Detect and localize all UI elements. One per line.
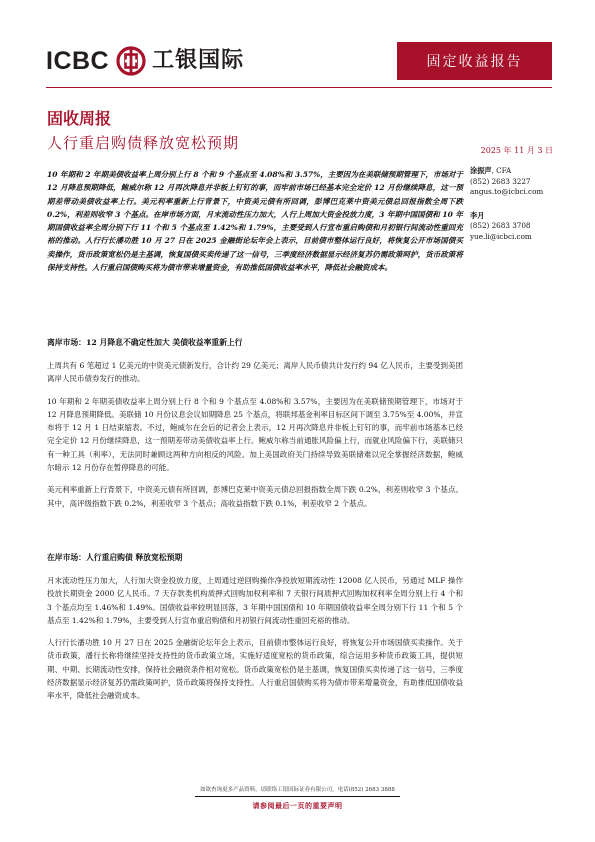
author-panel xyxy=(470,166,553,255)
author-credential: , CFA xyxy=(491,166,512,175)
logo-chinese-name: 工银国际 xyxy=(152,48,245,73)
paragraph: 人行行长潘功胜 10 月 27 日在 2025 金融街论坛年会上表示，目前债市整体运行良好，将恢复公开市场国债买卖操作。关于货币政策，潘行长称将继续坚持支持性的货币政策立场，实施好适度宽松的货币政策，综合运用多种货币政策工具，提供短期、中期、长期流动性安排，保持社会融资条件相对宽松。货币政策宽松仍是主基调，恢复国债买卖传递了这一信号，三季度经济数据显示经济复苏仍需政策呵护，货币政策将保持支持性。人行重启国债购买将为债市带来增量资金，有助推低国债收益率水平，降低社会融资成本。 xyxy=(47,638,463,701)
author-email[interactable]: angus.to@icbci.com xyxy=(470,187,544,196)
company-logo xyxy=(46,45,244,77)
author-name: 涂振声 xyxy=(470,166,492,175)
footer-divider xyxy=(195,796,400,797)
header-divider xyxy=(46,87,552,88)
section-heading: 在岸市场：人行重启购债 释放宽松预期 xyxy=(47,553,183,562)
report-title: 固收周报 xyxy=(47,109,112,128)
paragraph: 美元利率重新上行背景下，中资美元债有所回调，彭博巴克莱中资美元债总回报指数全周下跌 0.2%，利差则收窄 3 个基点。其中，高评级指数下跌 0.2%，利差收窄 3 个基点；高收益指数下跌 0.1%，利差收窄 2 个基点。 xyxy=(47,485,463,508)
onshore-market-section xyxy=(47,552,463,703)
logo-icbc-text: ICBC xyxy=(46,46,110,75)
contact-note: 如欲查询更多产品资料，请联络工银国际证券有限公司，电话(852) 2683 3888 xyxy=(200,787,395,793)
author-entry xyxy=(470,211,553,243)
author-phone: (852) 2683 3227 xyxy=(470,176,531,186)
author-email[interactable]: yue.li@icbci.com xyxy=(470,231,532,241)
icbc-emblem-icon xyxy=(116,46,146,76)
paragraph: 上周共有 6 笔超过 1 亿美元的中资美元债新发行，合计约 29 亿美元；离岸人民币债共计发行约 94 亿人民币，主要受到美团离岸人民币债券发行的推动。 xyxy=(47,361,463,384)
author-entry xyxy=(470,166,553,198)
offshore-market-section xyxy=(47,337,463,510)
disclaimer-link[interactable]: 请参阅最后一页的重要声明 xyxy=(252,802,343,810)
author-phone: (852) 2683 3708 xyxy=(470,221,531,230)
section-heading: 离岸市场：12 月降息不确定性加大 美债收益率重新上行 xyxy=(47,338,243,347)
author-name: 李月 xyxy=(470,210,485,220)
report-subtitle: 人行重启购债释放宽松预期 xyxy=(47,134,240,152)
report-type-banner: 固定收益报告 xyxy=(397,42,552,80)
paragraph: 月末流动性压力加大，人行加大资金投放力度，上周通过逆回购操作净投放短期流动性 12008 亿人民币，另通过 MLF 操作投放长期资金 2000 亿人民币。7 天存款类机构质押式回购加权利率和 7 天银行间质押式回购加权利率全周分别上行 4 个和 3 个基点均至 1.46%和 1.49%。国债收益率较明显回落，3 年期中国国债和 10 年期国债收益率全周分别下行 11 个和 5 个基点至 1.42%和 1.79%，主要受到人行宣布重启购债和月初银行间流动性重回充裕的推动。 xyxy=(47,576,463,625)
executive-summary: 10 年期和 2 年期美债收益率上周分别上行 8 个和 9 个基点至 4.08%和 3.57%，主要因为在美联储预期管理下，市场对于 12 月降息预期降低，鲍威尔称 12 月再次降息并非板上钉钉的事，而牢前市场已经基本完全定价 12 月份继续降息，这一预期差带动美债收益率上行。美元利率重新上行背景下，中资美元债有所回调，彭博巴克莱中资美元债总回报指数全周下跌 0.2%，利差则收窄 3 个基点。在岸市场方面，月末流动性压力加大，人行上周加大资金投放力度，3 年期中国国债和 10 年期国债收益率全周分别下行 11 个和 5 个基点至 1.42%和 1.79%，主要受到人行宣布重启购债和月初银行间流动性重回充裕的推动。人行行长潘功胜 10 月 27 日在 2025 金融街论坛年会上表示，目前债市整体运行良好，将恢复公开市场国债买卖操作，货币政策宽松仍是主基调，恢复国债买卖传递了这一信号，三季度经济数据显示经济复苏仍需政策呵护，货币政策将保持支持性。人行重启国债购买将为债市带来增量资金，有助推低国债收益率水平，降低社会融资成本。 xyxy=(47,170,463,273)
paragraph: 10 年期和 2 年期美债收益率上周分别上行 8 个和 9 个基点至 4.08%和 3.57%，主要因为在美联储预期管理下，市场对于 12 月降息预期降低。美联储 10 月份议息会议如期降息 25 个基点，将联邦基金利率目标区间下调至 3.75%至 4.00%，并宣布将于 12 月 1 日结束缩表。不过，鲍威尔在会后的记者会上表示，12 月再次降息并非板上钉钉的事，而牢前市场基本已经完全定价 12 月份继续降息，这一预期差带动美债收益率上行。鲍威尔称当前通胀风险偏上行，而就业风险偏下行，美联储只有一种工具（利率），无法同时兼顾这两种方向相反的风险。加上美国政府关门持续导致美联储难以完全掌握经济数据，鲍威尔暗示 12 月份存在暂停降息的可能。 xyxy=(47,396,463,473)
report-date: 2025 年 11 月 3 日 xyxy=(480,146,553,155)
